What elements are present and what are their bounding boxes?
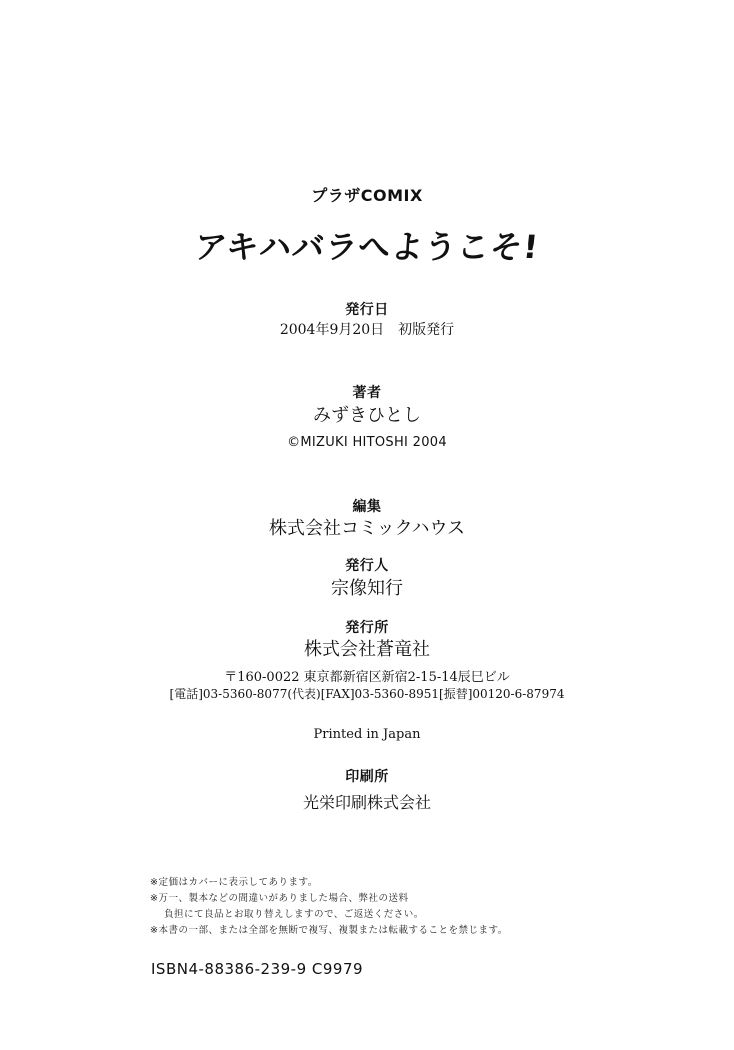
note-line: ※定価はカバーに表示してあります。 — [150, 877, 318, 888]
note-line: ※万一、製本などの間違いがありました場合、弊社の送料 — [150, 893, 409, 904]
note-line: 負担にて良品とお取り替えしますので、ご返送ください。 — [164, 909, 424, 920]
publication-date-value: 2004年9月20日 初版発行 — [279, 322, 455, 338]
note-line: ※本書の一部、または全部を無断で複写、複製または転載することを禁じます。 — [150, 925, 508, 936]
publisher-address: 〒160-0022 東京都新宿区新宿2-15-14辰巳ビル — [224, 670, 510, 685]
printed-in-japan: Printed in Japan — [313, 727, 421, 742]
publisher-contacts: [電話]03-5360-8077(代表)[FAX]03-5360-8951[振替]00120-6-87974 — [169, 687, 565, 701]
isbn-code: ISBN4-88386-239-9 C9979 — [151, 960, 364, 978]
imprint-label: プラザCOMIX — [311, 186, 423, 205]
publication-date-label: 発行日 — [345, 302, 389, 318]
editor-label: 編集 — [352, 499, 382, 515]
copyright-notice: ©MIZUKI HITOSHI 2004 — [287, 435, 447, 450]
book-title: アキハバラへようこそ! — [192, 228, 541, 266]
editor-value: 株式会社コミックハウス — [268, 518, 466, 539]
publisher-name: 株式会社蒼竜社 — [304, 639, 430, 660]
author-label: 著者 — [352, 385, 382, 401]
printer-value: 光栄印刷株式会社 — [302, 793, 431, 812]
issuer-label: 発行人 — [345, 558, 389, 574]
author-name: みずきひとし — [313, 405, 421, 426]
notes-block — [150, 875, 570, 939]
issuer-value: 宗像知行 — [331, 578, 403, 599]
printer-label: 印刷所 — [345, 769, 389, 785]
publisher-label: 発行所 — [345, 620, 389, 636]
